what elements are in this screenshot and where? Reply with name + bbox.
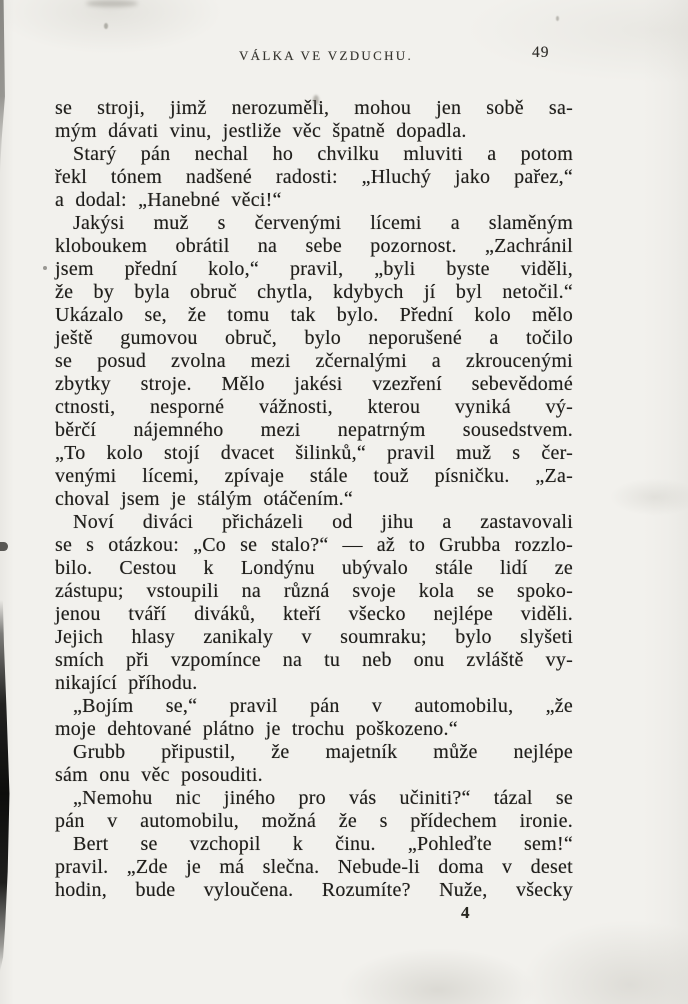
text-line: řekl tónem nadšené radosti: „Hluchý jako pařez,“ [55, 166, 573, 188]
text-line: Starý pán nechal ho chvilku mluviti a potom [73, 143, 573, 165]
text-line: sám onu věc posouditi. [55, 764, 263, 786]
scan-artifact-ink-speck [313, 95, 319, 105]
text-line: hodin, bude vyloučena. Rozumíte? Nuže, všecky [55, 879, 573, 901]
page-text [55, 97, 573, 902]
text-line: Jakýsi muž s červenými lícemi a slaměným [73, 212, 573, 234]
text-line: Jejich hlasy zanikaly v soumraku; bylo slyšeti [55, 626, 573, 648]
text-line: se s otázkou: „Co se stalo?“ — až to Grubba rozzlo- [55, 534, 573, 556]
page-number: 49 [532, 44, 550, 61]
scan-artifact-topleft-sliver [0, 0, 9, 175]
text-line: jenou tváří diváků, kteří všecko nejlépe viděli. [55, 603, 573, 625]
text-line: ctnosti, nesporné vážnosti, kterou vyniká vý- [55, 396, 573, 418]
text-line: Ukázalo se, že tomu tak bylo. Přední kolo mělo [55, 304, 573, 326]
text-line: venými lícemi, zpívaje stále touž písničku. „Za- [55, 465, 573, 487]
text-line: choval jsem je stálým otáčením.“ [55, 488, 354, 510]
text-line: kloboukem obrátil na sebe pozornost. „Zachránil [55, 235, 573, 257]
text-line: mým dávati vinu, jestliže věc špatně dopadla. [55, 120, 467, 142]
text-line: Bert se vzchopil k činu. „Pohleďte sem!“ [73, 833, 573, 855]
scan-artifact-ink-speck [556, 16, 559, 21]
text-line: „Nemohu nic jiného pro vás učiniti?“ tázal se [73, 787, 573, 809]
text-line: nikající příhodu. [55, 672, 198, 694]
text-line: běrčí nájemného mezi nepatrným sousedstvem. [55, 419, 573, 441]
text-line: pán v automobilu, možná že s přídechem ironie. [55, 810, 573, 832]
text-line: „To kolo stojí dvacet šilinků,“ pravil muž s čer- [55, 442, 573, 464]
text-line: „Bojím se,“ pravil pán v automobilu, „že [73, 695, 573, 717]
scan-artifact-top-smudge [86, 0, 138, 7]
text-line: smích při vzpomínce na tu neb onu zvláště vy- [55, 649, 573, 671]
text-line: moje dehtované plátno je trochu poškozeno.“ [55, 718, 458, 740]
running-title: VÁLKA VE VZDUCHU. [238, 48, 414, 63]
scan-artifact-left-edge-strip [0, 600, 11, 972]
scan-artifact-ink-speck [43, 266, 47, 270]
signature-mark: 4 [461, 903, 470, 922]
text-line: zbytky stroje. Mělo jakési vzezření sebevědomé [55, 373, 573, 395]
text-line: ještě gumovou obruč, bylo neporušené a točilo [55, 327, 573, 349]
text-line: jsem přední kolo,“ pravil, „byli byste viděli, [55, 258, 573, 280]
text-line: se posud zvolna mezi zčernalými a zkroucenými [55, 350, 573, 372]
scan-artifact-ink-speck [104, 23, 108, 29]
scan-artifact-ink-speck [0, 542, 8, 551]
text-line: zástupu; vstoupili na různá svoje kola se spoko- [55, 580, 573, 602]
text-line: pravil. „Zde je má slečna. Nebude-li doma v deset [55, 856, 573, 878]
text-line: bilo. Cestou k Londýnu ubývalo stále lidí ze [55, 557, 573, 579]
text-line: že by byla obruč chytla, kdybych jí byl netočil.“ [55, 281, 573, 303]
text-line: Noví diváci přicházeli od jihu a zastavovali [73, 511, 573, 533]
text-line: Grubb připustil, že majetník může nejlépe [73, 741, 573, 763]
text-line: a dodal: „Hanebné věci!“ [55, 189, 282, 211]
text-line: se stroji, jimž nerozuměli, mohou jen sobě sa- [55, 97, 573, 119]
